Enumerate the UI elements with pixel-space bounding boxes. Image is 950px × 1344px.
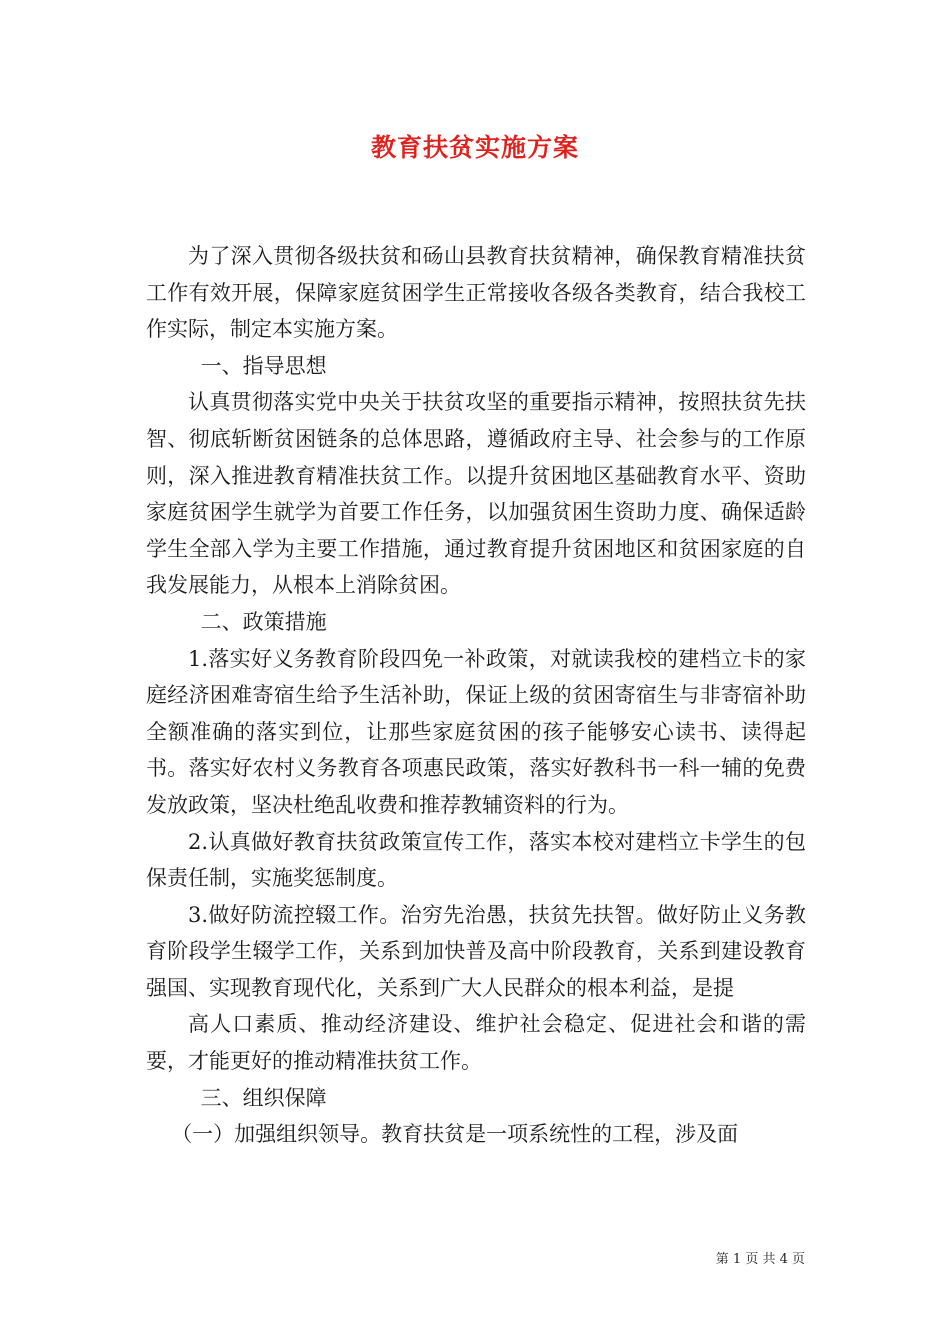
policy-item-3: 3.做好防流控辍工作。治穷先治愚，扶贫先扶智。做好防止义务教育阶段学生辍学工作，关系到加快普及高中阶段教育，关系到建设教育强国、实现教育现代化，关系到广大人民群众的根本利益，是提 <box>146 902 806 1000</box>
guiding-thought-paragraph: 认真贯彻落实党中央关于扶贫攻坚的重要指示精神，按照扶贫先扶智、彻底斩断贫困链条的总体思路，遵循政府主导、社会参与的工作原则，深入推进教育精准扶贫工作。以提升贫困地区基础教育水平、资助家庭贫困学生就学为首要工作任务，以加强贫困生资助力度、确保适龄学生全部入学为主要工作措施，通过教育提升贫困地区和贫困家庭的自我发展能力，从根本上消除贫困。 <box>146 390 806 598</box>
document-body <box>146 238 806 1153</box>
document-title: 教育扶贫实施方案 <box>370 133 579 162</box>
organization-item-1: （一）加强组织领导。教育扶贫是一项系统性的工程，涉及面 <box>171 1122 739 1147</box>
page-number: 第 1 页 共 4 页 <box>715 1252 805 1267</box>
intro-paragraph: 为了深入贯彻各级扶贫和砀山县教育扶贫精神，确保教育精准扶贫工作有效开展，保障家庭贫困学生正常接收各级各类教育，结合我校工作实际，制定本实施方案。 <box>146 244 806 342</box>
policy-item-2: 2.认真做好教育扶贫政策宣传工作，落实本校对建档立卡学生的包保责任制，实施奖惩制度。 <box>146 829 806 891</box>
section-heading-organization: 三、组织保障 <box>200 1085 327 1110</box>
section-heading-guiding-thought: 一、指导思想 <box>200 353 327 378</box>
policy-item-1: 1.落实好义务教育阶段四免一补政策，对就读我校的建档立卡的家庭经济困难寄宿生给予生活补助，保证上级的贫困寄宿生与非寄宿补助全额准确的落实到位，让那些家庭贫困的孩子能够安心读书、读得起书。落实好农村义务教育各项惠民政策，落实好教科书一科一辅的免费发放政策，坚决杜绝乱收费和推荐教辅资料的行为。 <box>146 646 806 817</box>
section-heading-policy-measures: 二、政策措施 <box>200 609 327 634</box>
policy-item-3-continued: 高人口素质、推动经济建设、维护社会稳定、促进社会和谐的需要，才能更好的推动精准扶贫工作。 <box>146 1012 806 1074</box>
